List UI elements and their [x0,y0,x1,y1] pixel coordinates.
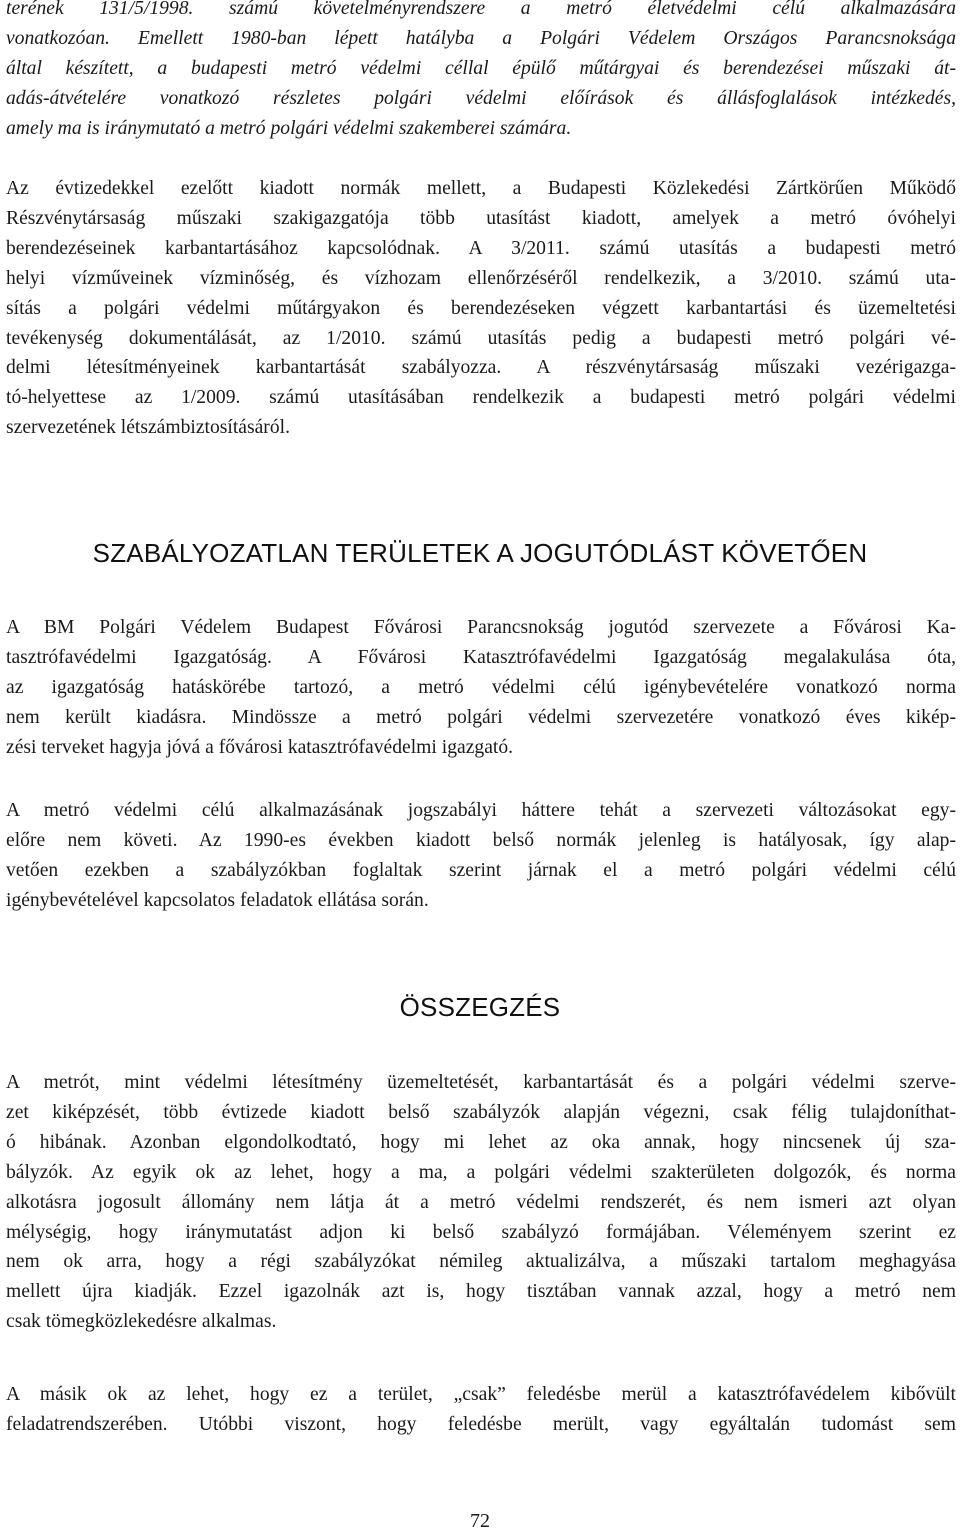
text-line: előre nem követi. Az 1990-es években kiadott belső normák jelenleg is hatályosak, így alap- [6,829,956,851]
text-line: szervezetének létszámbiztosításáról. [6,417,290,439]
page-number: 72 [470,1510,490,1532]
section-heading-unregulated-areas: SZABÁLYOZATLAN TERÜLETEK A JOGUTÓDLÁST KÖVETŐEN [92,538,868,568]
text-line: igénybevételével kapcsolatos feladatok ellátása során. [6,889,429,911]
text-line: amely ma is iránymutató a metró polgári védelmi szakemberei számára. [6,117,572,139]
text-line: A metrót, mint védelmi létesítmény üzemeltetését, karbantartását és a polgári védelmi szerve- [6,1072,956,1093]
text-line: A BM Polgári Védelem Budapest Fővárosi Parancsnokság jogutód szervezete a Fővárosi Ka- [6,617,956,638]
text-line: nem került kiadásra. Mindössze a metró polgári védelmi szervezetére vonatkozó éves kikép- [6,706,956,728]
text-line: sítás a polgári védelmi műtárgyakon és berendezéseken végzett karbantartási és üzemeltetési [6,297,956,319]
paragraph-section-1-2 [6,796,956,916]
text-line: adás-átvételére vonatkozó részletes polgári védelmi előírások és állásfoglalások intézkedés, [6,87,956,109]
text-line: által készített, a budapesti metró védelmi céllal épülő műtárgyai és berendezései műszaki át- [6,57,956,79]
text-line: ó hibának. Azonban elgondolkodtató, hogy mi lehet az oka annak, hogy nincsenek új sza- [6,1131,956,1153]
paragraph-intro-1 [6,0,956,144]
text-line: tevékenység dokumentálását, az 1/2010. számú utasítás pedig a budapesti metró polgári vé- [6,327,956,349]
text-line: bályzók. Az egyik ok az lehet, hogy a ma, a polgári védelmi szakterületen dolgozók, és norma [6,1161,956,1183]
paragraph-section-2-1 [6,1068,956,1337]
text-line: A metró védelmi célú alkalmazásának jogszabályi háttere tehát a szervezeti változásokat egy- [6,800,956,821]
paragraph-section-2-2 [6,1380,956,1440]
text-line: Részvénytársaság műszaki szakigazgatója több utasítást kiadott, amelyek a metró óvóhelyi [6,207,956,229]
text-line: nem ok arra, hogy a régi szabályzókat némileg aktualizálva, a műszaki tartalom meghagyása [6,1251,956,1273]
section-heading-summary: ÖSSZEGZÉS [399,992,561,1022]
text-line: vonatkozóan. Emellett 1980-ban lépett hatályba a Polgári Védelem Országos Parancsnoksága [6,27,956,49]
text-line: feladatrendszerében. Utóbbi viszont, hogy feledésbe merült, vagy egyáltalán tudomást sem [6,1413,956,1435]
text-line: alkotásra jogosult állomány nem látja át a metró védelmi rendszerét, és nem ismeri azt olyan [6,1191,956,1213]
text-line: terének 131/5/1998. számú követelményrendszere a metró életvédelmi célú alkalmazására [6,0,956,19]
text-line: mellett újra kiadják. Ezzel igazolnák azt is, hogy tisztában vannak azzal, hogy a metró nem [6,1281,956,1303]
paragraph-intro-2 [6,174,956,443]
paragraph-section-1-1 [6,613,956,763]
text-line: tasztrófavédelmi Igazgatóság. A Fővárosi Katasztrófavédelmi Igazgatóság megalakulása óta, [6,646,956,668]
text-line: tó-helyettese az 1/2009. számú utasításában rendelkezik a budapesti metró polgári védelmi [6,387,956,409]
text-line: vetően ezekben a szabályzókban foglaltak szerint járnak el a metró polgári védelmi célú [6,859,956,881]
text-line: zet kiképzését, több évtizede kiadott belső szabályzók alapján végezni, csak félig tulajdoníthat- [6,1101,956,1123]
text-line: A másik ok az lehet, hogy ez a terület, „csak” feledésbe merül a katasztrófavédelem kibővült [6,1384,956,1405]
text-line: Az évtizedekkel ezelőtt kiadott normák mellett, a Budapesti Közlekedési Zártkörűen Működő [6,178,956,199]
text-line: helyi vízműveinek vízminőség, és vízhozam ellenőrzéséről rendelkezik, a 3/2010. számú uta- [6,267,956,289]
text-line: csak tömegközlekedésre alkalmas. [6,1311,277,1333]
text-line: berendezéseinek karbantartásához kapcsolódnak. A 3/2011. számú utasítás a budapesti metró [6,237,956,259]
text-line: mélységig, hogy iránymutatást adjon ki belső szabályzó formájában. Véleményem szerint ez [6,1221,956,1243]
text-line: delmi létesítményeinek karbantartását szabályozza. A részvénytársaság műszaki vezérigazga- [6,357,956,379]
text-line: zési terveket hagyja jóvá a fővárosi katasztrófavédelmi igazgató. [6,736,514,758]
text-line: az igazgatóság hatáskörébe tartozó, a metró védelmi célú igénybevételére vonatkozó norma [6,676,956,698]
